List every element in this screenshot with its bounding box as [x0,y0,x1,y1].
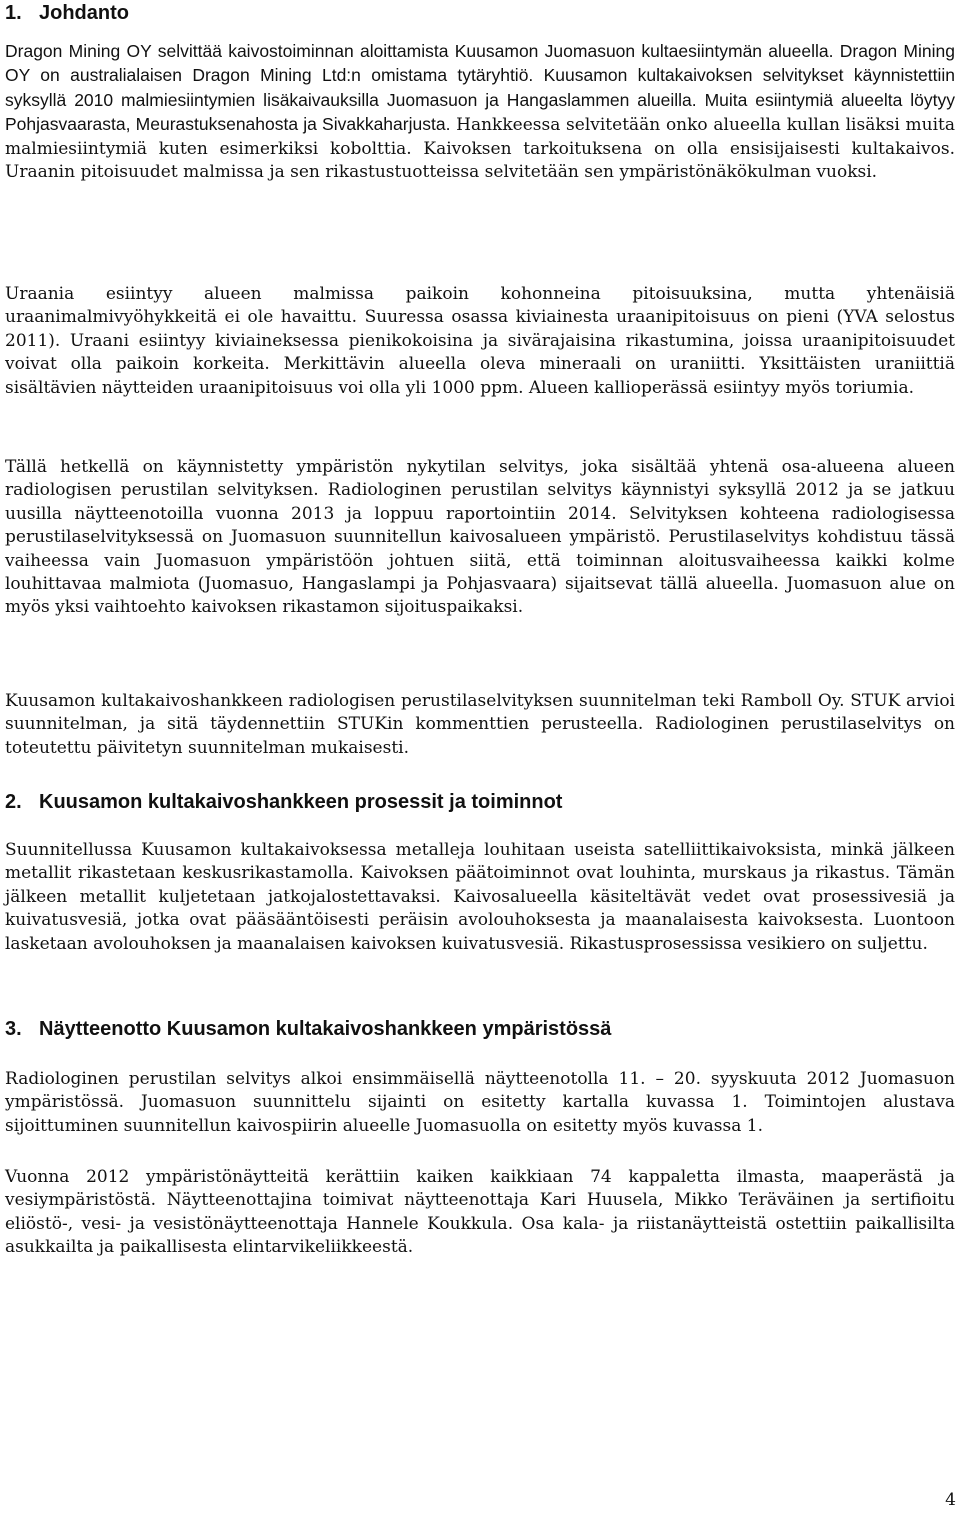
section-heading-3 [5,1016,611,1042]
paragraph: Uraania esiintyy alueen malmissa paikoin kohonneina pitoisuuksina, mutta yhtenäisiä uraanimalmivyöhykkeitä ei ole havaittu. Suuressa osassa kiviainesta uraanipitoisuus on pieni (YVA selostus 2011). Uraani esiintyy kiviaineksessa pienikokoisina ja sivärajaisina rikastumina, joissa uraanipitoisuudet voivat olla paikoin korkeita. Merkittävin alueella oleva mineraali on uraniitti. Yksittäisten uraniittiä sisältävien näytteiden uraanipitoisuus voi olla yli 1000 ppm. Alueen kallioperässä esiintyy myös toriumia. [5,284,955,398]
page-number: 4 [945,1490,956,1510]
section-number: 1. [5,2,22,24]
paragraph: Kuusamon kultakaivoshankkeen radiologisen perustilaselvityksen suunnitelman teki Ramboll Oy. STUK arvioi suunnitelman, ja sitä täydennettiin STUKin kommenttien perusteella. Radiologinen perustilaselvitys on toteutettu päivitetyn suunnitelman mukaisesti. [5,691,955,758]
section-heading-2 [5,789,562,815]
paragraph: Tällä hetkellä on käynnistetty ympäristön nykytilan selvitys, joka sisältää yhtenä osa-alueena alueen radiologisen perustilan selvityksen. Radiologinen perustilan selvitys käynnistyi syksyllä 2012 ja se jatkuu uusilla näytteenotoilla vuonna 2013 ja loppuu raportointiin 2014. Selvityksen kohteena radiologisessa perustilaselvityksessä on Juomasuon suunnitellun kaivosalueen ympäristö. Perustilaselvitys kohdistuu tässä vaiheessa vain Juomasuon ympäristöön johtuen siitä, että toiminnan aloitusvaiheessa kaikki kolme louhittavaa malmiota (Juomasuo, Hangaslampi ja Pohjasvaara) sijaitsevat tällä alueella. Juomasuon alue on myös yksi vaihtoehto kaivoksen rikastamon sijoituspaikaksi. [5,457,955,618]
paragraph-text: Hankkeessa selvitetään onko alueella kullan lisäksi muita malmiesiintymiä kuten esimerkiksi kobolttia. Kaivoksen tarkoituksena on olla ensisijaisesti kultakaivos. Uraanin pitoisuudet malmissa ja sen rikastustuotteissa selvitetään sen ympäristönäkökulman vuoksi. [5,115,955,183]
section-number: 2. [5,791,22,813]
paragraph-lead-text: Dragon Mining OY selvittää kaivostoiminnan aloittamista Kuusamon Juomasuon kultaesiintymän alueella. Dragon Mining OY on australialaisen Dragon Mining Ltd:n omistama tytäryhtiö. Kuusamon kultakaivoksen selvitykset käynnistettiin syksyllä 2010 malmiesiintymien lisäkaivauksilla Juomasuon ja Hangaslammen alueilla. Muita esiintymiä alueelta löytyy Pohjasvaarasta, Meurastuksenahosta ja Sivakkaharjusta. [5,41,955,135]
section-heading-1 [5,0,129,26]
paragraph: Vuonna 2012 ympäristönäytteitä kerättiin kaiken kaikkiaan 74 kappaletta ilmasta, maaperästä ja vesiympäristöstä. Näytteenottajina toimivat näytteenottaja Kari Huusela, Mikko Teräväinen ja sertifioitu eliöstö-, vesi- ja vesistönäytteenottaja Hannele Koukkula. Osa kala- ja riistanäytteistä ostettiin paikallisilta asukkailta ja paikallisesta elintarvikeliikkeestä. [5,1167,955,1258]
paragraph: Suunnitellussa Kuusamon kultakaivoksessa metalleja louhitaan useista satelliittikaivoksista, minkä jälkeen metallit rikastetaan keskusrikastamolla. Kaivoksen päätoiminnot ovat louhinta, murskaus ja rikastus. Tämän jälkeen metallit kuljetetaan jatkojalostettavaksi. Kaivosalueella käsiteltävät vedet ovat prosessivesiä ja kuivatusvesiä, jotka ovat pääsääntöisesti peräisin avolouhoksesta ja maanalaisesta kaivoksesta. Luontoon lasketaan avolouhoksen ja maanalaisen kaivoksen kuivatusvesiä. Rikastusprosessissa vesikiero on suljettu. [5,840,955,954]
paragraph: Radiologinen perustilan selvitys alkoi ensimmäisellä näytteenotolla 11. – 20. syyskuuta 2012 Juomasuon ympäristössä. Juomasuon suunnittelu sijainti on esitetty kartalla kuvassa 1. Toimintojen alustava sijoittuminen suunnitellun kaivospiirin alueelle Juomasuolla on esitetty myös kuvassa 1. [5,1069,955,1136]
section-title: Johdanto [39,2,129,24]
section-title: Kuusamon kultakaivoshankkeen prosessit ja toiminnot [39,791,563,813]
paragraph [5,40,955,184]
section-title: Näytteenotto Kuusamon kultakaivoshankkeen ympäristössä [39,1018,612,1040]
section-number: 3. [5,1018,22,1040]
